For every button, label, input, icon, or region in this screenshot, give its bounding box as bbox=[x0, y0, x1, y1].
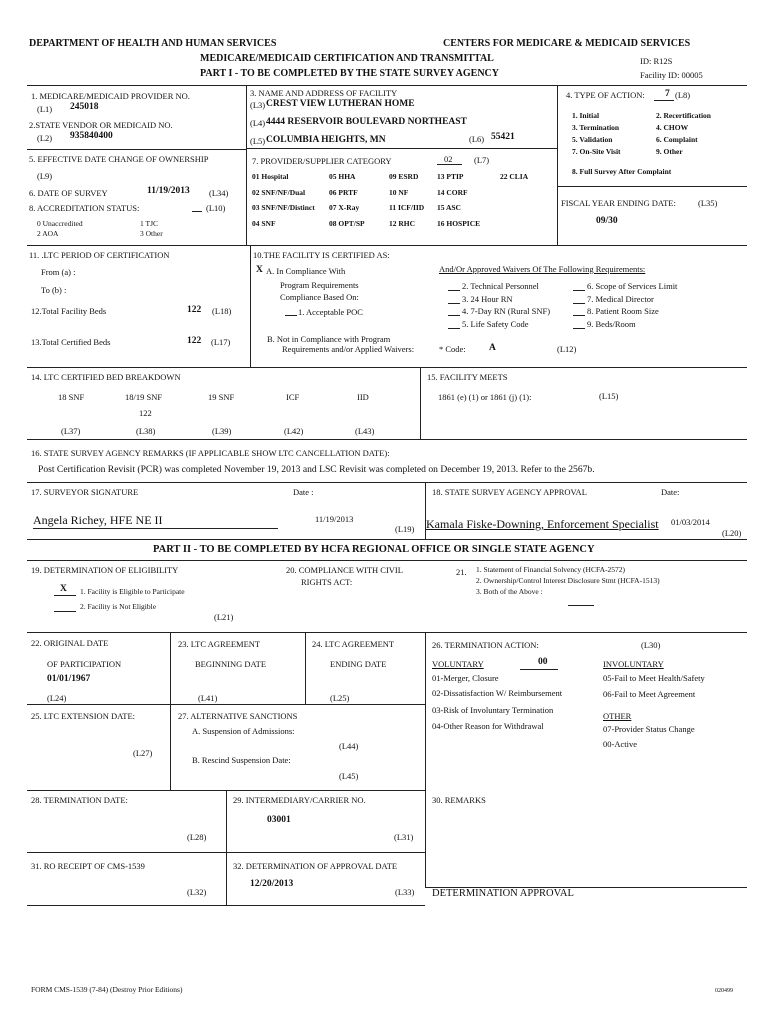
civil-rights-label-2: RIGHTS ACT: bbox=[301, 577, 353, 587]
civil-rights-label: 20. COMPLIANCE WITH CIVIL bbox=[286, 565, 403, 575]
approval-date-label: 32. DETERMINATION OF APPROVAL DATE bbox=[233, 861, 398, 871]
surveyor-signature-label: 17. SURVEYOR SIGNATURE bbox=[31, 487, 139, 497]
effective-date-label: 5. EFFECTIVE DATE CHANGE OF OWNERSHIP bbox=[29, 154, 209, 164]
category-item: 08 OPT/SP bbox=[329, 219, 365, 228]
l20-code: (L20) bbox=[722, 528, 742, 538]
eligible-option: 1. Facility is Eligible to Participate bbox=[80, 587, 185, 596]
termination-action-value: 00 bbox=[538, 657, 548, 667]
agency-date: 01/03/2014 bbox=[671, 517, 710, 527]
approval-date-value: 12/20/2013 bbox=[250, 879, 294, 889]
bed-code: (L38) bbox=[136, 426, 156, 436]
bed-col: IID bbox=[357, 392, 369, 402]
part2-title: PART II - TO BE COMPLETED BY HCFA REGIONAL OFFICE OR SINGLE STATE AGENCY bbox=[153, 544, 595, 555]
voluntary-option: 04-Other Reason for Withdrawal bbox=[432, 721, 544, 731]
program-requirements-label: Program Requirements bbox=[280, 280, 359, 290]
ltc-to-label: To (b) : bbox=[41, 285, 67, 295]
termination-date-label: 28. TERMINATION DATE: bbox=[31, 795, 128, 805]
facility-meets-label: 15. FACILITY MEETS bbox=[427, 372, 508, 382]
form-id: ID: R12S bbox=[640, 56, 673, 66]
involuntary-option: 05-Fail to Meet Health/Safety bbox=[603, 673, 705, 683]
intermediary-value: 03001 bbox=[267, 815, 291, 825]
facility-name: CREST VIEW LUTHERAN HOME bbox=[266, 99, 415, 109]
action-option: 3. Termination bbox=[572, 123, 620, 132]
ltc-begin-label: 23. LTC AGREEMENT bbox=[178, 639, 261, 649]
l30-code: (L30) bbox=[641, 640, 661, 650]
l21-code: (L21) bbox=[214, 612, 234, 622]
waiver-item: 9. Beds/Room bbox=[587, 319, 636, 329]
original-date-label: 22. ORIGINAL DATE bbox=[31, 638, 109, 648]
accreditation-option: 1 TJC bbox=[140, 219, 158, 228]
accreditation-option: 0 Unaccredited bbox=[37, 219, 83, 228]
ltc-end-label-2: ENDING DATE bbox=[330, 659, 387, 669]
l33-code: (L33) bbox=[395, 887, 415, 897]
remarks-30-label: 30. REMARKS bbox=[432, 795, 486, 805]
bed-code: (L43) bbox=[355, 426, 375, 436]
total-facility-beds-value: 122 bbox=[187, 305, 202, 315]
bed-col: 18/19 SNF bbox=[125, 392, 163, 402]
l10-code: (L10) bbox=[206, 203, 226, 213]
total-certified-beds-value: 122 bbox=[187, 336, 202, 346]
suspension-label: A. Suspension of Admissions: bbox=[192, 726, 295, 736]
category-item: 12 RHC bbox=[389, 219, 416, 228]
snf-bed-value: 122 bbox=[139, 408, 152, 418]
bed-col: ICF bbox=[286, 392, 300, 402]
waivers-heading: And/Or Approved Waivers Of The Following Requirements: bbox=[439, 264, 646, 274]
category-item: 10 NF bbox=[389, 188, 409, 197]
in-compliance-label: A. In Compliance With bbox=[266, 266, 346, 276]
category-item: 11 ICF/IID bbox=[389, 203, 425, 212]
category-item: 13 PTIP bbox=[437, 172, 464, 181]
l45-code: (L45) bbox=[339, 771, 359, 781]
provider-no-label: 1. MEDICARE/MEDICAID PROVIDER NO. bbox=[31, 91, 190, 101]
l41-code: (L41) bbox=[198, 693, 218, 703]
code-value: A bbox=[489, 343, 496, 353]
action-option-full-survey: 8. Full Survey After Complaint bbox=[572, 167, 672, 176]
compliance-mark: X bbox=[256, 265, 263, 275]
eligibility-label: 19. DETERMINATION OF ELIGIBILITY bbox=[31, 565, 179, 575]
vendor-no-value: 935840400 bbox=[70, 131, 113, 141]
part1-title: PART I - TO BE COMPLETED BY THE STATE SURVEY AGENCY bbox=[200, 68, 499, 79]
l28-code: (L28) bbox=[187, 832, 207, 842]
involuntary-heading: INVOLUNTARY bbox=[603, 659, 664, 669]
not-eligible-option: 2. Facility is Not Eligible bbox=[80, 602, 157, 611]
l1-code: (L1) bbox=[37, 104, 53, 114]
category-item: 01 Hospital bbox=[252, 172, 289, 181]
action-option: 4. CHOW bbox=[656, 123, 689, 132]
fiscal-year-value: 09/30 bbox=[596, 216, 618, 226]
bed-col: 19 SNF bbox=[208, 392, 235, 402]
centers-heading: CENTERS FOR MEDICARE & MEDICAID SERVICES bbox=[443, 38, 691, 49]
l2-code: (L2) bbox=[37, 133, 53, 143]
type-of-action-value: 7 bbox=[665, 89, 670, 99]
surveyor-date: 11/19/2013 bbox=[315, 514, 354, 524]
l9-code: (L9) bbox=[37, 171, 53, 181]
participation-label: OF PARTICIPATION bbox=[47, 659, 122, 669]
not-in-compliance-label: B. Not in Compliance with Program bbox=[267, 334, 391, 344]
voluntary-option: 02-Dissatisfaction W/ Reimbursement bbox=[432, 688, 563, 698]
other-option: 07-Provider Status Change bbox=[603, 724, 695, 734]
fiscal-year-label: FISCAL YEAR ENDING DATE: bbox=[561, 198, 676, 208]
agency-date-label: Date: bbox=[661, 487, 680, 497]
l32-code: (L32) bbox=[187, 887, 207, 897]
form-title: MEDICARE/MEDICAID CERTIFICATION AND TRANSMITTAL bbox=[200, 53, 494, 64]
agency-approval-label: 18. STATE SURVEY AGENCY APPROVAL bbox=[432, 487, 587, 497]
action-option: 2. Recertification bbox=[656, 111, 711, 120]
compliance-based-label: Compliance Based On: bbox=[280, 292, 359, 302]
survey-date-label: 6. DATE OF SURVEY bbox=[29, 188, 108, 198]
intermediary-label: 29. INTERMEDIARY/CARRIER NO. bbox=[233, 795, 366, 805]
action-option: 1. Initial bbox=[572, 111, 600, 120]
l44-code: (L44) bbox=[339, 741, 359, 751]
l12-code: (L12) bbox=[557, 344, 577, 354]
vendor-no-label: 2.STATE VENDOR OR MEDICAID NO. bbox=[29, 120, 173, 130]
type-of-action-label: 4. TYPE OF ACTION: bbox=[566, 90, 645, 100]
l18-code: (L18) bbox=[212, 306, 232, 316]
action-option: 6. Complaint bbox=[656, 135, 698, 144]
termination-action-label: 26. TERMINATION ACTION: bbox=[432, 640, 539, 650]
bed-breakdown-label: 14. LTC CERTIFIED BED BREAKDOWN bbox=[31, 372, 181, 382]
accreditation-option: 3 Other bbox=[140, 229, 163, 238]
voluntary-option: 03-Risk of Involuntary Termination bbox=[432, 705, 554, 715]
l19-code: (L19) bbox=[395, 524, 415, 534]
other-heading: OTHER bbox=[603, 711, 632, 721]
waiver-item: 5. Life Safety Code bbox=[462, 319, 529, 329]
l31-code: (L31) bbox=[394, 832, 414, 842]
accreditation-option: 2 AOA bbox=[37, 229, 59, 238]
l6-code: (L6) bbox=[469, 134, 485, 144]
department-heading: DEPARTMENT OF HEALTH AND HUMAN SERVICES bbox=[29, 38, 277, 49]
waiver-item: 3. 24 Hour RN bbox=[462, 294, 513, 304]
acceptable-poc-label: 1. Acceptable POC bbox=[298, 307, 363, 317]
category-item: 22 CLIA bbox=[500, 172, 529, 181]
bed-code: (L42) bbox=[284, 426, 304, 436]
voluntary-option: 01-Merger, Closure bbox=[432, 673, 499, 683]
alt-sanctions-label: 27. ALTERNATIVE SANCTIONS bbox=[178, 711, 298, 721]
waiver-item: 2. Technical Personnel bbox=[462, 281, 539, 291]
ltc-end-label: 24. LTC AGREEMENT bbox=[312, 639, 395, 649]
bed-col: 18 SNF bbox=[58, 392, 85, 402]
facility-id: Facility ID: 00005 bbox=[640, 70, 703, 80]
applied-waivers-label: Requirements and/or Applied Waivers: bbox=[282, 344, 415, 354]
l17-code: (L17) bbox=[211, 337, 231, 347]
form-code: 020499 bbox=[715, 988, 733, 994]
survey-date-value: 11/19/2013 bbox=[147, 186, 190, 196]
action-option: 7. On-Site Visit bbox=[572, 147, 621, 156]
category-item: 07 X-Ray bbox=[329, 203, 360, 212]
l7-code: (L7) bbox=[474, 155, 490, 165]
category-item: 02 SNF/NF/Dual bbox=[252, 188, 306, 197]
surveyor-date-label: Date : bbox=[293, 487, 314, 497]
waiver-item: 7. Medical Director bbox=[587, 294, 654, 304]
provider-category-label: 7. PROVIDER/SUPPLIER CATEGORY bbox=[252, 156, 392, 166]
category-item: 15 ASC bbox=[437, 203, 461, 212]
provider-no-value: 245018 bbox=[70, 102, 99, 112]
ltc-begin-label-2: BEGINNING DATE bbox=[195, 659, 267, 669]
l4-code: (L4) bbox=[250, 118, 266, 128]
facility-meets-text: 1861 (e) (1) or 1861 (j) (1): bbox=[438, 392, 532, 402]
action-option: 9. Other bbox=[656, 147, 683, 156]
determination-approval: DETERMINATION APPROVAL bbox=[432, 888, 574, 899]
l35-code: (L35) bbox=[698, 198, 718, 208]
remarks-text: Post Certification Revisit (PCR) was completed November 19, 2013 and LSC Revisit was completed on December 19, 2013. Refer to the 2567b. bbox=[38, 464, 595, 475]
ltc-period-label: 11. .LTC PERIOD OF CERTIFICATION bbox=[29, 250, 170, 260]
category-item: 05 HHA bbox=[329, 172, 356, 181]
item21-option: 3. Both of the Above : bbox=[476, 587, 543, 596]
waiver-item: 8. Patient Room Size bbox=[587, 306, 659, 316]
eligibility-mark: X bbox=[60, 584, 67, 594]
facility-city: COLUMBIA HEIGHTS, MN bbox=[266, 135, 386, 145]
original-date-value: 01/01/1967 bbox=[47, 674, 91, 684]
total-certified-beds-label: 13.Total Certified Beds bbox=[31, 337, 111, 347]
waiver-item: 4. 7-Day RN (Rural SNF) bbox=[462, 306, 551, 316]
rescind-label: B. Rescind Suspension Date: bbox=[192, 755, 291, 765]
item21-option: 2. Ownership/Control Interest Disclosure Stmt (HCFA-1513) bbox=[476, 576, 660, 585]
facility-address-label: 3. NAME AND ADDRESS OF FACILITY bbox=[250, 88, 398, 98]
form-number: FORM CMS-1539 (7-84) (Destroy Prior Editions) bbox=[31, 985, 183, 994]
bed-code: (L39) bbox=[212, 426, 232, 436]
category-item: 14 CORF bbox=[437, 188, 468, 197]
other-option: 00-Active bbox=[603, 739, 637, 749]
l25-code: (L25) bbox=[330, 693, 350, 703]
certified-as-label: 10.THE FACILITY IS CERTIFIED AS: bbox=[253, 250, 390, 260]
category-item: 09 ESRD bbox=[389, 172, 419, 181]
code-label: * Code: bbox=[439, 344, 466, 354]
l5-code: (L5) bbox=[250, 136, 266, 146]
total-facility-beds-label: 12.Total Facility Beds bbox=[31, 306, 107, 316]
ro-receipt-label: 31. RO RECEIPT OF CMS-1539 bbox=[31, 861, 145, 871]
item21-option: 1. Statement of Financial Solvency (HCFA-2572) bbox=[476, 565, 626, 574]
l34-code: (L34) bbox=[209, 188, 229, 198]
ltc-from-label: From (a) : bbox=[41, 267, 76, 277]
l24-code: (L24) bbox=[47, 693, 67, 703]
waiver-item: 6. Scope of Services Limit bbox=[587, 281, 678, 291]
provider-category-value: 02 bbox=[444, 154, 453, 164]
action-option: 5. Validation bbox=[572, 135, 613, 144]
agency-signature: Kamala Fiske-Downing, Enforcement Specialist bbox=[426, 517, 659, 531]
bed-code: (L37) bbox=[61, 426, 81, 436]
category-item: 06 PRTF bbox=[329, 188, 358, 197]
l15-code: (L15) bbox=[599, 391, 619, 401]
l3-code: (L3) bbox=[250, 100, 266, 110]
l8-code: (L8) bbox=[675, 90, 691, 100]
item21-label: 21. bbox=[456, 567, 467, 577]
facility-zip: 55421 bbox=[491, 132, 515, 142]
accreditation-label: 8. ACCREDITATION STATUS: bbox=[29, 203, 140, 213]
remarks-label: 16. STATE SURVEY AGENCY REMARKS (IF APPLICABLE SHOW LTC CANCELLATION DATE): bbox=[31, 448, 390, 458]
l27-code: (L27) bbox=[133, 748, 153, 758]
facility-street: 4444 RESERVOIR BOULEVARD NORTHEAST bbox=[266, 117, 467, 127]
category-item: 16 HOSPICE bbox=[437, 219, 481, 228]
ltc-extension-label: 25. LTC EXTENSION DATE: bbox=[31, 711, 136, 721]
voluntary-heading: VOLUNTARY bbox=[432, 659, 484, 669]
category-item: 03 SNF/NF/Distinct bbox=[252, 203, 315, 212]
surveyor-signature: Angela Richey, HFE NE II bbox=[33, 513, 163, 527]
category-item: 04 SNF bbox=[252, 219, 276, 228]
involuntary-option: 06-Fail to Meet Agreement bbox=[603, 689, 696, 699]
